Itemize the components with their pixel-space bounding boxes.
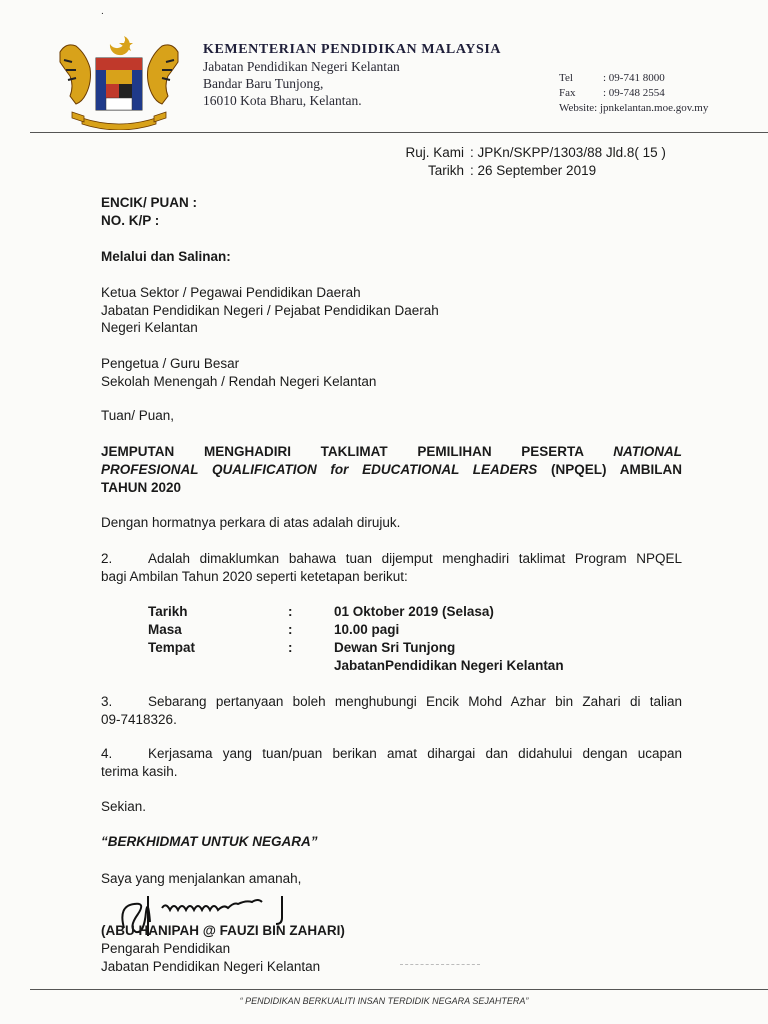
detail-label: Masa: [148, 622, 182, 637]
date-label: Tarikh: [427, 163, 464, 178]
recipient-name-line: ENCIK/ PUAN :: [101, 195, 198, 210]
para-3-line-2: 09-7418326.: [101, 712, 177, 727]
website-value: : jpnkelantan.moe.gov.my: [594, 102, 709, 114]
detail-value: JabatanPendidikan Negeri Kelantan: [334, 658, 564, 673]
fold-mark: [400, 964, 480, 965]
subject-line-1: [101, 444, 682, 459]
reference-label: Ruj. Kami: [405, 145, 464, 160]
para-number: 2.: [101, 551, 113, 566]
signatory-title: Pengarah Pendidikan: [101, 941, 231, 956]
para-3-line-1: Sebarang pertanyaan boleh menghubungi Encik Mohd Azhar bin Zahari di talian: [148, 694, 682, 709]
address-line-1: Bandar Baru Tunjong,: [203, 76, 324, 91]
detail-label: Tempat: [148, 640, 196, 655]
para-number: 4.: [101, 746, 113, 761]
fax-label: Fax: [559, 87, 576, 99]
reference-value: : JPKn/SKPP/1303/88 Jld.8( 15 ): [470, 145, 666, 160]
via-heading: Melalui dan Salinan:: [101, 249, 231, 264]
para-4-line-2: terima kasih.: [101, 764, 178, 779]
sign-intro: Saya yang menjalankan amanah,: [101, 871, 302, 886]
footer-divider: [30, 989, 768, 990]
subject-line-3: TAHUN 2020: [101, 480, 182, 495]
subject-line-2: [101, 462, 682, 477]
signatory-department: Jabatan Pendidikan Negeri Kelantan: [101, 959, 321, 974]
intro-paragraph: Dengan hormatnya perkara di atas adalah dirujuk.: [101, 515, 401, 530]
salutation: Tuan/ Puan,: [101, 408, 175, 423]
detail-value: 10.00 pagi: [334, 622, 400, 637]
coat-of-arms-logo: [52, 30, 186, 130]
recipient-id-line: NO. K/P :: [101, 213, 160, 228]
signatory-name: (ABU HANIPAH @ FAUZI BIN ZAHARI): [101, 923, 345, 938]
tel-row: [559, 72, 665, 84]
fax-row: [559, 87, 665, 99]
tel-label: Tel: [559, 72, 573, 84]
detail-sep: :: [288, 622, 293, 637]
website-label: Website: [559, 102, 595, 114]
fax-value: : 09-748 2554: [603, 87, 665, 99]
via-line: Sekolah Menengah / Rendah Negeri Kelantan: [101, 374, 377, 389]
address-line-2: 16010 Kota Bharu, Kelantan.: [203, 93, 362, 108]
para-4-line-1: Kerjasama yang tuan/puan berikan amat dihargai dan didahului dengan ucapan: [148, 746, 682, 761]
detail-value: Dewan Sri Tunjong: [334, 640, 456, 655]
via-line: Pengetua / Guru Besar: [101, 356, 240, 371]
via-line: Ketua Sektor / Pegawai Pendidikan Daerah: [101, 285, 361, 300]
detail-sep: :: [288, 604, 293, 619]
header-divider: [30, 132, 768, 133]
date-value: : 26 September 2019: [470, 163, 597, 178]
via-line: Jabatan Pendidikan Negeri / Pejabat Pendidikan Daerah: [101, 303, 439, 318]
reference-row: [402, 145, 666, 160]
website-row: [559, 102, 708, 114]
tel-value: : 09-741 8000: [603, 72, 665, 84]
para-2-line-1: Adalah dimaklumkan bahawa tuan dijemput menghadiri taklimat Program NPQEL: [148, 551, 682, 566]
para-2-line-2: bagi Ambilan Tahun 2020 seperti ketetapan berikut:: [101, 569, 408, 584]
footer-motto: “ PENDIDIKAN BERKUALITI INSAN TERDIDIK NEGARA SEJAHTERA”: [239, 996, 529, 1006]
ministry-name: KEMENTERIAN PENDIDIKAN MALAYSIA: [203, 42, 502, 57]
para-number: 3.: [101, 694, 113, 709]
closing: Sekian.: [101, 799, 147, 814]
subject-text: JEMPUTAN MENGHADIRI TAKLIMAT PEMILIHAN PESERTA: [101, 444, 584, 459]
via-line: Negeri Kelantan: [101, 320, 198, 335]
page-mark: .: [101, 6, 104, 17]
detail-value: 01 Oktober 2019 (Selasa): [334, 604, 494, 619]
date-row: [402, 163, 596, 178]
department-name: Jabatan Pendidikan Negeri Kelantan: [203, 59, 400, 74]
detail-sep: :: [288, 640, 293, 655]
subject-text-italic: PROFESIONAL QUALIFICATION for EDUCATIONAL LEADERS: [101, 462, 538, 477]
subject-text-italic: NATIONAL: [613, 444, 682, 459]
service-motto: “BERKHIDMAT UNTUK NEGARA”: [101, 834, 318, 849]
subject-text: (NPQEL) AMBILAN: [551, 462, 682, 477]
detail-label: Tarikh: [148, 604, 188, 619]
